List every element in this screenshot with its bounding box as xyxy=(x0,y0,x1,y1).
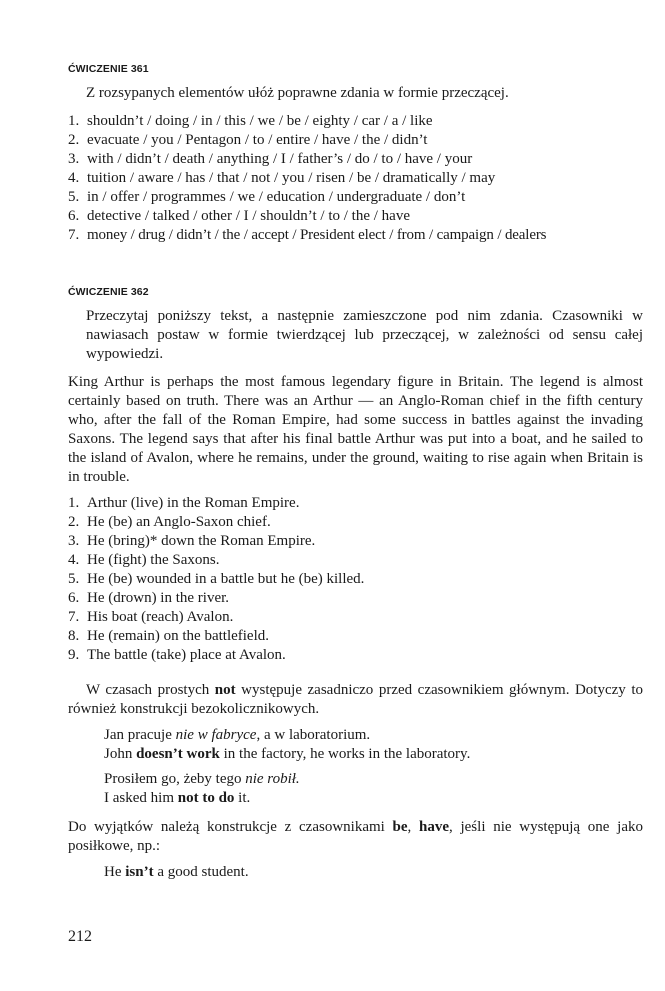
example-english-2: I asked him not to do it. xyxy=(104,790,251,806)
grammar-note-exceptions: Do wyjątków należą konstrukcje z czasownikami be, have, jeśli nie występują one jako posiłkowe, np.: xyxy=(68,819,643,854)
example-group-2 xyxy=(68,770,643,808)
example-english-3: He isn’t a good student. xyxy=(104,864,249,880)
list-item: 3. with / didn’t / death / anything / I / father’s / do / to / have / your xyxy=(68,151,473,167)
list-item: 4. tuition / aware / has / that / not / you / risen / be / dramatically / may xyxy=(68,170,496,186)
grammar-note-not-placement: W czasach prostych not występuje zasadniczo przed czasownikiem głównym. Dotyczy to również konstrukcji bezokolicznikowych. xyxy=(68,682,643,717)
example-group-3 xyxy=(68,863,643,882)
exercise-361-instruction: Z rozsypanych elementów ułóż poprawne zdania w formie przeczącej. xyxy=(86,85,509,101)
list-item: 1. Arthur (live) in the Roman Empire. xyxy=(68,495,300,511)
list-item: 5. He (be) wounded in a battle but he (be) killed. xyxy=(68,571,365,587)
reading-passage: King Arthur is perhaps the most famous legendary figure in Britain. The legend is almost certainly based on truth. There was an Arthur — an Anglo-Roman chief in the fifth century who, after the fall of the Roman Empire, had some success in battles against the invading Saxons. The legend says that after his final battle Arthur was put into a boat, and he sailed to the island of Avalon, where he remains, under the ground, waiting to rise again when Britain is in trouble. xyxy=(68,374,643,485)
page-content xyxy=(68,62,643,888)
exercise-362-title: ĆWICZENIE 362 xyxy=(68,286,149,298)
list-item: 5. in / offer / programmes / we / education / undergraduate / don’t xyxy=(68,189,466,205)
exercise-361-title: ĆWICZENIE 361 xyxy=(68,63,149,75)
example-polish-1: Jan pracuje nie w fabryce, a w laboratorium. xyxy=(104,727,371,743)
list-item: 2. evacuate / you / Pentagon / to / entire / have / the / didn’t xyxy=(68,132,428,148)
list-item: 6. He (drown) in the river. xyxy=(68,590,230,606)
exercise-361-list xyxy=(68,112,643,245)
example-group-1 xyxy=(68,726,643,764)
list-item: 4. He (fight) the Saxons. xyxy=(68,552,220,568)
list-item: 7. His boat (reach) Avalon. xyxy=(68,609,234,625)
list-item: 3. He (bring)* down the Roman Empire. xyxy=(68,533,316,549)
list-item: 1. shouldn’t / doing / in / this / we / be / eighty / car / a / like xyxy=(68,113,433,129)
example-english-1: John doesn’t work in the factory, he works in the laboratory. xyxy=(104,746,471,762)
list-item: 7. money / drug / didn’t / the / accept / President elect / from / campaign / dealers xyxy=(68,227,547,243)
exercise-362-list xyxy=(68,494,643,665)
exercise-362-instruction: Przeczytaj poniższy tekst, a następnie zamieszczone pod nim zdania. Czasowniki w nawiasach postaw w formie twierdzącej lub przeczącej, w zależności od sensu całej wypowiedzi. xyxy=(86,308,643,362)
list-item: 2. He (be) an Anglo-Saxon chief. xyxy=(68,514,271,530)
page-number: 212 xyxy=(68,928,92,945)
list-item: 9. The battle (take) place at Avalon. xyxy=(68,647,286,663)
example-polish-2: Prosiłem go, żeby tego nie robił. xyxy=(104,771,300,787)
list-item: 8. He (remain) on the battlefield. xyxy=(68,628,270,644)
list-item: 6. detective / talked / other / I / shouldn’t / to / the / have xyxy=(68,208,410,224)
